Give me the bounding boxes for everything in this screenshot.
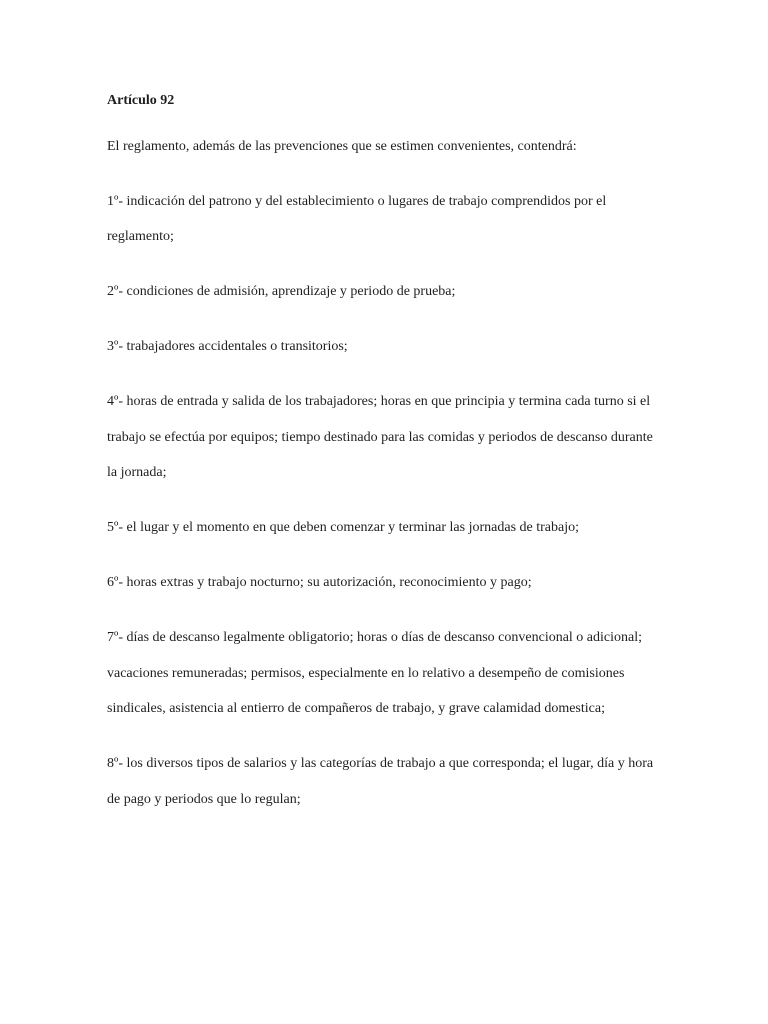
intro-paragraph: El reglamento, además de las prevenciones que se estimen convenientes, contendrá: <box>107 138 577 154</box>
item-4: 4º- horas de entrada y salida de los trabajadores; horas en que principia y termina cada turno si el trabajo se efectúa por equipos; tiempo destinado para las comidas y periodos de descanso durante la jornada; <box>107 394 653 480</box>
article-title: Artículo 92 <box>107 93 175 108</box>
item-6: 6º- horas extras y trabajo nocturno; su autorización, reconocimiento y pago; <box>107 575 532 590</box>
document-body <box>107 89 663 837</box>
item-2: 2º- condiciones de admisión, aprendizaje y periodo de prueba; <box>107 284 456 299</box>
item-8: 8º- los diversos tipos de salarios y las categorías de trabajo a que corresponda; el lugar, día y hora de pago y periodos que lo regulan; <box>107 756 654 807</box>
item-3: 3º- trabajadores accidentales o transitorios; <box>107 339 348 354</box>
item-5: 5º- el lugar y el momento en que deben comenzar y terminar las jornadas de trabajo; <box>107 520 579 535</box>
item-7: 7º- días de descanso legalmente obligatorio; horas o días de descanso convencional o adicional; vacaciones remuneradas; permisos, especialmente en lo relativo a desempeño de comisiones sindicales, asistencia al entierro de compañeros de trabajo, y grave calamidad domestica; <box>107 630 643 716</box>
item-1: 1º- indicación del patrono y del establecimiento o lugares de trabajo comprendidos por el reglamento; <box>107 193 607 244</box>
